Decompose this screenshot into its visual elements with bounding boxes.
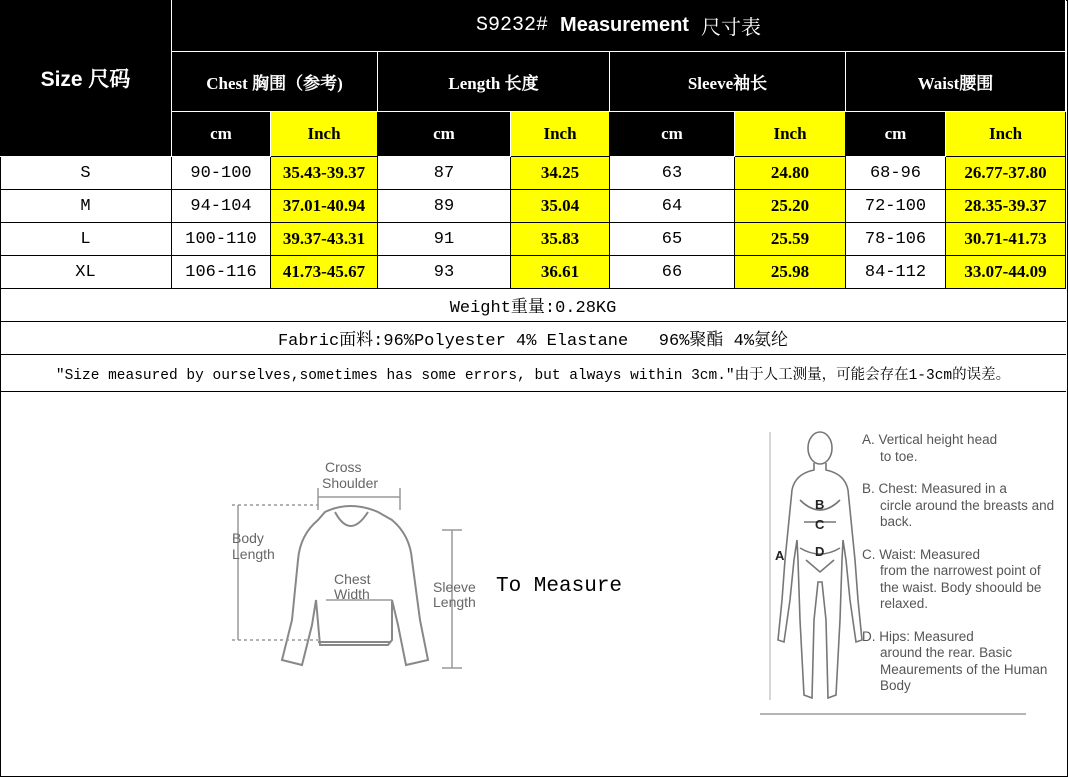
sleeve-cm: 66: [610, 256, 735, 289]
sweater-labels: [232, 459, 476, 610]
figure-letters: [775, 497, 825, 563]
chest-inch: 37.01-40.94: [271, 190, 378, 223]
to-measure-label: To Measure: [496, 575, 623, 598]
note-c-head: C. Waist: Measured: [862, 546, 981, 562]
body-figure: [778, 432, 862, 698]
unit-cm: cm: [846, 112, 946, 157]
sleeve-length-label: Sleeve: [433, 579, 476, 595]
row-size: XL: [0, 256, 172, 289]
chest-cm: 106-116: [172, 256, 271, 289]
title-bold: Measurement: [560, 14, 689, 36]
note-b-rest: circle around the breasts and back.: [880, 497, 1055, 529]
unit-inch: Inch: [946, 112, 1066, 157]
note-a: [862, 432, 1062, 465]
unit-inch: Inch: [511, 112, 610, 157]
note-d: [862, 629, 1062, 695]
waist-cm: 68-96: [846, 157, 946, 190]
fabric-info: Fabric面料:96%Polyester 4% Elastane 96%聚酯 4%氨纶: [0, 322, 1066, 355]
letter-a: A: [775, 548, 785, 563]
chest-cm: 100-110: [172, 223, 271, 256]
length-inch: 35.04: [511, 190, 610, 223]
sleeve-inch: 25.20: [735, 190, 846, 223]
length-inch: 34.25: [511, 157, 610, 190]
waist-inch: 28.35-39.37: [946, 190, 1066, 223]
title-code: S9232#: [476, 14, 549, 37]
cross-shoulder-label: Cross: [325, 459, 362, 475]
chest-inch: 41.73-45.67: [271, 256, 378, 289]
row-size: M: [0, 190, 172, 223]
weight-info: Weight重量:0.28KG: [0, 289, 1066, 322]
sleeve-length-label: Length: [433, 594, 476, 610]
note-d-head: D. Hips: Measured: [862, 628, 974, 644]
waist-cm: 72-100: [846, 190, 946, 223]
chest-inch: 35.43-39.37: [271, 157, 378, 190]
length-inch: 35.83: [511, 223, 610, 256]
note-c-rest: from the narrowest point of the waist. Body shoould be relaxed.: [880, 563, 1042, 611]
unit-inch: Inch: [735, 112, 846, 157]
note-c: [862, 547, 1062, 613]
unit-cm: cm: [610, 112, 735, 157]
length-inch: 36.61: [511, 256, 610, 289]
group-length: Length 长度: [378, 52, 610, 112]
body-length-label: Length: [232, 546, 275, 562]
sleeve-inch: 24.80: [735, 157, 846, 190]
length-cm: 91: [378, 223, 511, 256]
chest-inch: 39.37-43.31: [271, 223, 378, 256]
chest-cm: 90-100: [172, 157, 271, 190]
chest-cm: 94-104: [172, 190, 271, 223]
waist-cm: 78-106: [846, 223, 946, 256]
group-sleeve: Sleeve袖长: [610, 52, 846, 112]
row-size: L: [0, 223, 172, 256]
sleeve-inch: 25.98: [735, 256, 846, 289]
body-length-label: Body: [232, 530, 264, 546]
length-cm: 87: [378, 157, 511, 190]
size-column-header: Size 尺码: [0, 0, 172, 157]
note-d-rest: around the rear. Basic Meaurements of the Human Body: [880, 645, 1048, 693]
waist-cm: 84-112: [846, 256, 946, 289]
note-a-head: A. Vertical height head: [862, 432, 998, 447]
length-cm: 89: [378, 190, 511, 223]
waist-inch: 30.71-41.73: [946, 223, 1066, 256]
cross-shoulder-label: Shoulder: [322, 475, 379, 491]
sleeve-cm: 64: [610, 190, 735, 223]
title-rest: 尺寸表: [700, 17, 761, 41]
sleeve-inch: 25.59: [735, 223, 846, 256]
note-b-head: B. Chest: Measured in a: [862, 481, 1007, 496]
group-waist: Waist腰围: [846, 52, 1066, 112]
body-measure-notes: [862, 432, 1062, 711]
page-title: [172, 0, 1066, 52]
unit-inch: Inch: [271, 112, 378, 157]
group-chest: Chest 胸围（参考): [172, 52, 378, 112]
unit-cm: cm: [378, 112, 511, 157]
letter-d: D: [815, 544, 825, 559]
unit-cm: cm: [172, 112, 271, 157]
note-a-rest: to toe.: [880, 448, 918, 464]
sleeve-cm: 63: [610, 157, 735, 190]
letter-b: B: [815, 497, 825, 512]
waist-inch: 33.07-44.09: [946, 256, 1066, 289]
note-b: [862, 481, 1062, 531]
chest-width-label: Width: [334, 586, 370, 602]
length-cm: 93: [378, 256, 511, 289]
chest-width-label: Chest: [334, 571, 371, 587]
waist-inch: 26.77-37.80: [946, 157, 1066, 190]
measurement-note: "Size measured by ourselves,sometimes has some errors, but always within 3cm."由于人工测量，可能会存在1-3cm的误差。: [0, 355, 1066, 392]
sleeve-cm: 65: [610, 223, 735, 256]
letter-c: C: [815, 517, 825, 532]
row-size: S: [0, 157, 172, 190]
